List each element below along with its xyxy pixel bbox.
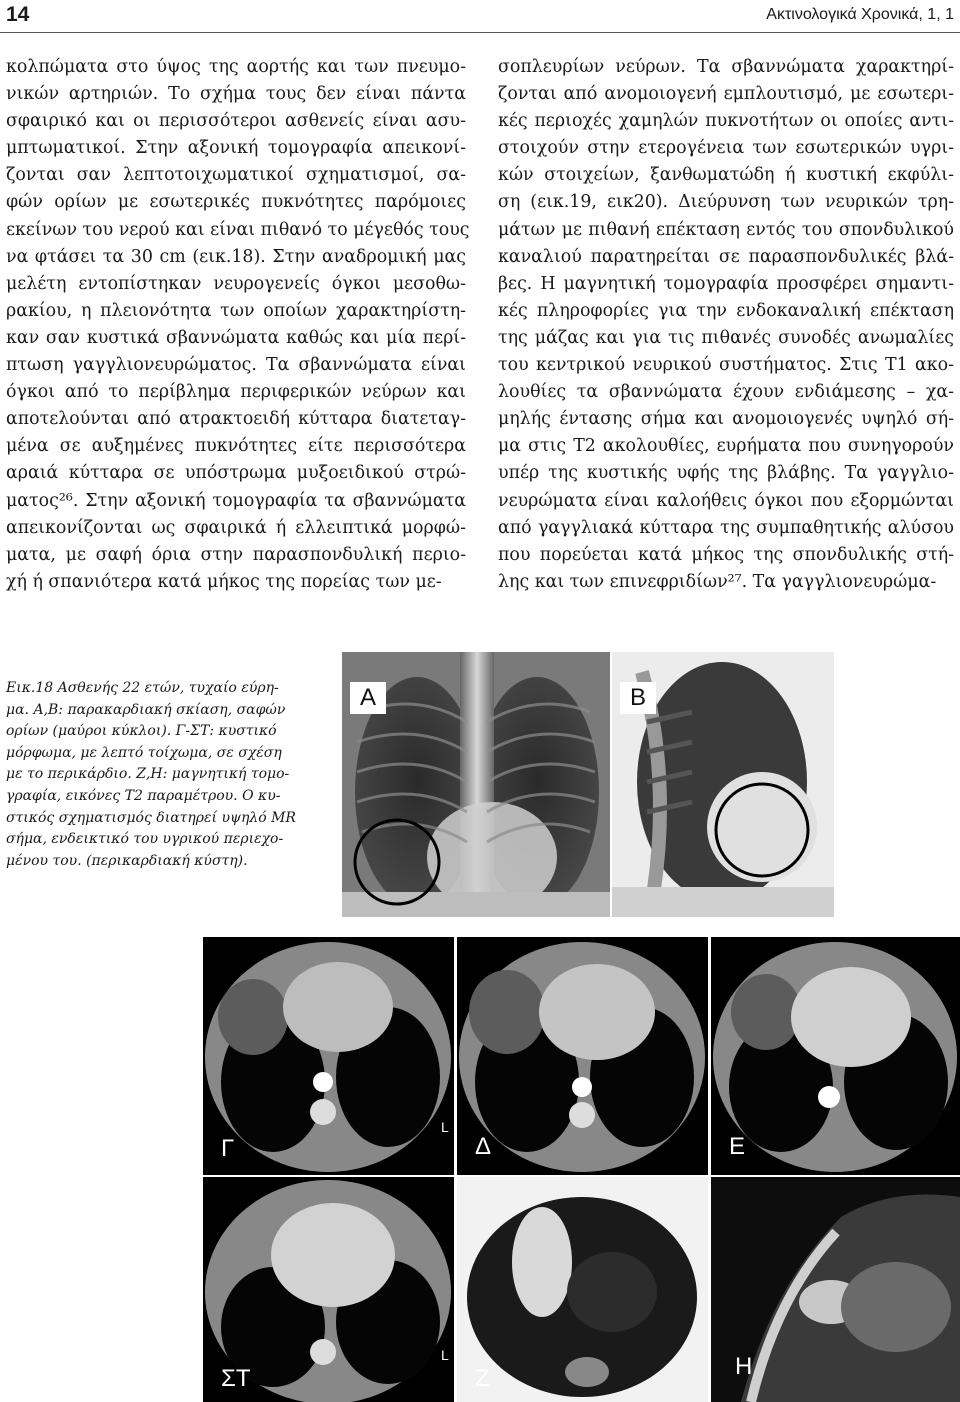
text-line: χή ή σπανιότερα κατά μήκος της πορείας των με- bbox=[6, 571, 442, 592]
panel-label-d: Δ bbox=[475, 1133, 492, 1160]
text-line: που πορεύεται κατά μήκος της σπονδυλικής στή- bbox=[498, 544, 954, 565]
text-line: απεικονίζονται ως σφαιρικά ή ελλειπτικά μορφώ- bbox=[6, 517, 466, 538]
text-line: καν σαν κυστικά σβαννώματα καθώς και μία περί- bbox=[6, 327, 466, 348]
text-line: πτωση γαγγλιονευρώματος. Τα σβαννώματα είναι bbox=[6, 355, 466, 376]
mri-sagittal-image bbox=[711, 1177, 960, 1402]
text-line: κών στοιχείων, ξανθωματώδη ή κυστική εκφύλι- bbox=[498, 165, 954, 186]
text-line: κές πληροφορίες για την ενδοκαναλική επέκταση bbox=[498, 300, 954, 321]
caption-line: με το περικάρδιο. Ζ,Η: μαγνητική τομο- bbox=[6, 766, 290, 783]
ct-side-marker: L bbox=[441, 1119, 449, 1135]
panel-label-a: Α bbox=[350, 682, 386, 714]
right-text-column bbox=[498, 54, 954, 596]
text-line: κές περιοχές χαμηλών πυκνοτήτων οι οποίες αντι- bbox=[498, 111, 954, 132]
text-line: σοπλευρίων νεύρων. Τα σβαννώματα χαρακτηρί- bbox=[498, 57, 954, 77]
text-line: μελέτη εντοπίστηκαν νευρογενείς όγκοι μεσοθω- bbox=[6, 273, 466, 294]
text-line: λουθίες τα σβαννώματα έχουν ενδιάμεσης – χα- bbox=[498, 382, 954, 403]
xray-pa-image bbox=[342, 652, 610, 917]
text-line: μένα σε αυξημένες πυκνότητες είτε περισσότερα bbox=[6, 436, 466, 457]
caption-line: γραφία, εικόνες Τ2 παραμέτρου. Ο κυ- bbox=[6, 787, 281, 804]
page-header bbox=[0, 0, 960, 30]
text-line: του κεντρικού νευρικού συστήματος. Στις Τ1 ακο- bbox=[498, 355, 954, 376]
caption-line: ορίων (μαύροι κύκλοι). Γ-ΣΤ: κυστικό bbox=[6, 723, 277, 740]
mri-axial-image bbox=[457, 1177, 708, 1402]
header-rule bbox=[0, 32, 960, 33]
text-line: ζονται σαν λεπτοτοιχωματικοί σχηματισμοί, σα- bbox=[6, 165, 466, 186]
figure-caption bbox=[6, 678, 338, 872]
text-line: ρακίου, η πλειονότητα των οποίων χαρακτηρίστη- bbox=[6, 300, 466, 321]
text-line: νευρώματα είναι καλοήθεις όγκοι που εξορμώνται bbox=[498, 490, 954, 511]
text-line: υπέρ της κυστικής υφής της βλάβης. Τα γαγγλιο- bbox=[498, 463, 954, 484]
text-line: όγκοι από το περίβλημα περιφερικών νεύρων και bbox=[6, 382, 466, 403]
text-line: αποτελούνται από ατρακτοειδή κύτταρα διατεταγ- bbox=[6, 409, 466, 430]
panel-label-b: Β bbox=[620, 682, 656, 714]
text-line: εκείνων του νερού και είναι πιθανό το μέγεθός τους bbox=[6, 219, 470, 240]
caption-line: σήμα, ενδεικτικό του υγρικού περιεχο- bbox=[6, 831, 284, 848]
text-line: βες. Η μαγνητική τομογραφία προσφέρει σημαντι- bbox=[498, 273, 954, 294]
ct-image-d bbox=[457, 937, 708, 1175]
ct-side-marker: L bbox=[441, 1347, 449, 1363]
text-line: από γαγγλιακά κύτταρα της συμπαθητικής αλύσου bbox=[498, 517, 954, 538]
panel-label-e: Ε bbox=[729, 1133, 746, 1160]
panel-label-st: ΣΤ bbox=[221, 1365, 251, 1392]
panel-label-h: Η bbox=[735, 1353, 753, 1380]
caption-line: Εικ.18 Ασθενής 22 ετών, τυχαίο εύρη- bbox=[6, 680, 279, 696]
text-line: να φτάσει τα 30 cm (εικ.18). Στην αναδρομική μας bbox=[6, 246, 466, 267]
text-line: μάτων με πιθανή επέκταση εντός του σπονδυλικού bbox=[498, 219, 954, 240]
ct-image-e bbox=[711, 937, 960, 1175]
text-line: μηλής έντασης σήμα και ανομοιογενές υψηλό σή- bbox=[498, 409, 954, 430]
xray-lateral-image bbox=[612, 652, 834, 917]
panel-label-z: Ζ bbox=[475, 1365, 490, 1392]
caption-line: μα. Α,Β: παρακαρδιακή σκίαση, σαφών bbox=[6, 701, 286, 718]
text-line: ματος²⁶. Στην αξονική τομογραφία τα σβαννώματα bbox=[6, 490, 466, 511]
caption-line: μόρφωμα, με λεπτό τοίχωμα, σε σχέση bbox=[6, 744, 282, 761]
text-line: σφαιρικό και οι περισσότεροι ασθενείς είναι ασυ- bbox=[6, 111, 466, 132]
text-line: καναλιού παρατηρείται σε παρασπονδυλικές βλά- bbox=[498, 246, 954, 267]
text-line: κολπώματα στο ύψος της αορτής και των πνευμο- bbox=[6, 57, 466, 77]
left-text-column bbox=[6, 54, 470, 596]
ct-image-g bbox=[203, 937, 454, 1175]
panel-label-g: Γ bbox=[221, 1135, 235, 1162]
text-line: μπτωματικοί. Στην αξονική τομογραφία απεικονί- bbox=[6, 138, 466, 159]
text-line: ζονται από ανομοιογενή εμπλουτισμό, με εσωτερι- bbox=[498, 84, 954, 105]
caption-line: στικός σχηματισμός διατηρεί υψηλό MR bbox=[6, 809, 296, 826]
text-line: αραιά κύτταρα σε υπόστρωμα μυξοειδικού στρώ- bbox=[6, 463, 466, 484]
text-line: νικών αρτηριών. Το σχήμα τους δεν είναι πάντα bbox=[6, 84, 466, 105]
text-line: μα στις Τ2 ακολουθίες, ευρήματα που συνηγορούν bbox=[498, 436, 954, 457]
text-line: ση (εικ.19, εικ20). Διεύρυνση των νευρικών τρη- bbox=[498, 192, 954, 213]
journal-title: Ακτινολογικά Χρονικά, 1, 1 bbox=[766, 6, 954, 23]
page-number: 14 bbox=[6, 3, 30, 26]
text-line: ματα, με σαφή όρια στην παρασπονδυλική περιο- bbox=[6, 544, 466, 565]
text-line: φών ορίων με εσωτερικές πυκνότητες παρόμοιες bbox=[6, 192, 466, 213]
ct-image-st bbox=[203, 1177, 454, 1402]
text-line: στοιχούν στην ετερογένεια των εσωτερικών υγρι- bbox=[498, 138, 954, 159]
text-line: λης και των επινεφριδίων²⁷. Τα γαγγλιονευρώμα- bbox=[498, 571, 937, 592]
text-line: της μάζας και για τις πιθανές συνοδές ανωμαλίες bbox=[498, 327, 954, 348]
caption-line: μένου του. (περικαρδιακή κύστη). bbox=[6, 852, 248, 869]
